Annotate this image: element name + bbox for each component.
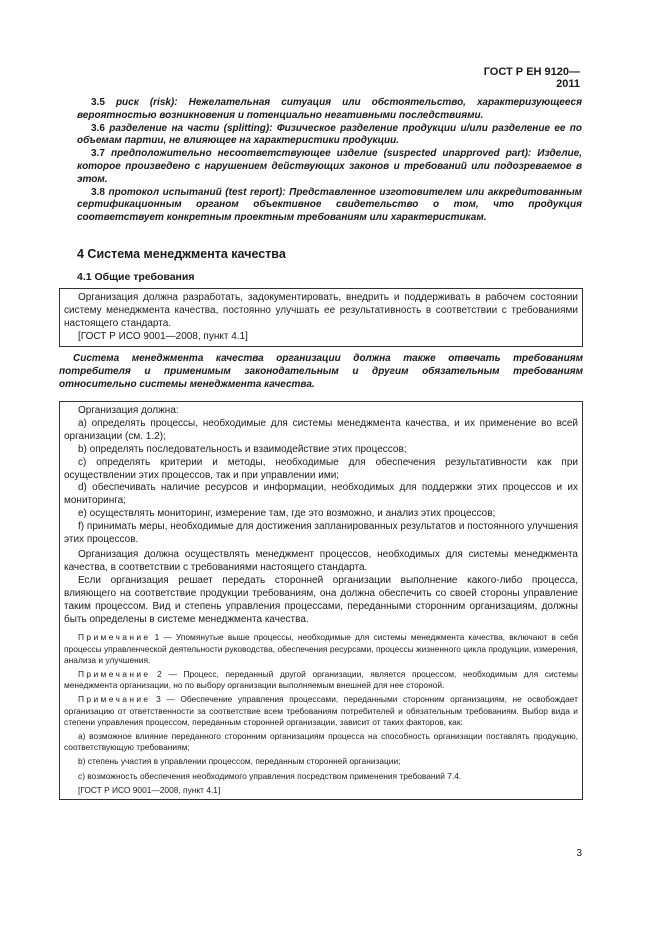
note-label: Примечание bbox=[78, 669, 151, 680]
intro-text: Организация должна: bbox=[78, 405, 179, 416]
list-item: d) обеспечивать наличие ресурсов и информации, необходимых для поддержки этих процессов и их мониторинга; bbox=[64, 482, 578, 507]
definition-number: 3.7 bbox=[91, 148, 105, 160]
subsection-heading: 4.1 Общие требования bbox=[77, 271, 195, 283]
quoted-requirement-box-2 bbox=[59, 401, 583, 800]
requirement-paragraph: Организация должна разработать, задокументировать, внедрить и поддерживать в рабочем состоянии систему менеджмента качества, постоянно улучшать ее результативность в соответствии с требованиями настоящего стандарта. bbox=[64, 292, 578, 329]
section-heading: 4 Система менеджмента качества bbox=[77, 247, 286, 261]
definition-item bbox=[63, 187, 582, 225]
note-text: 3 — Обеспечение управления процессами, переданными сторонним организациям, не освобождает организацию от ответственности за соответствие всем требованиям потребителей и обязательным требованиям. Выбор вида и степени управления процессом, переданным сторонней организации, зависит от таких факторов, как: bbox=[64, 694, 578, 727]
additional-requirement-text: Система менеджмента качества организации должна также отвечать требованиям потребителя и применимым законодательным и другим обязательным требованиям относительно системы менеджмента качества. bbox=[59, 353, 583, 390]
definition-item bbox=[63, 148, 582, 186]
list-item: а) определять процессы, необходимые для системы менеджмента качества, и их применение во всей организации (см. 1.2); bbox=[64, 417, 578, 442]
definition-text: риск (risk): Нежелательная ситуация или обстоятельство, характеризующееся вероятностью возникновения и потенциально негативными последствиями. bbox=[77, 97, 582, 121]
reference: [ГОСТ Р ИСО 9001—2008, пункт 4.1] bbox=[78, 784, 221, 795]
note-list-item: а) возможное влияние переданного сторонним организациям процесса на способность организации поставлять продукцию, соответствующую требованиям; bbox=[64, 731, 578, 753]
definition-text: разделение на части (splitting): Физическое разделение продукции и/или разделение ее по объемам партии, не влияющее на характеристики продукции. bbox=[77, 122, 583, 147]
note-text: 1 — Упомянутые выше процессы, необходимые для системы менеджмента качества, включают в себя процессы управленческой деятельности руководства, обеспечения ресурсами, процессы жизненного цикла продукции, измерения, анализа и улучшения. bbox=[64, 632, 578, 665]
list-item: e) осуществлять мониторинг, измерение там, где это возможно, и анализ этих процессов; bbox=[78, 508, 496, 520]
reference: [ГОСТ Р ИСО 9001—2008, пункт 4.1] bbox=[78, 330, 248, 342]
note-3 bbox=[64, 694, 578, 728]
note-list-item: c) возможность обеспечения необходимого управления посредством применения требований 7.4. bbox=[78, 770, 462, 781]
definition-item bbox=[63, 123, 582, 149]
definitions-block bbox=[77, 97, 582, 225]
list-item: b) определять последовательность и взаимодействие этих процессов; bbox=[78, 443, 407, 455]
note-1 bbox=[64, 632, 578, 666]
definition-number: 3.6 bbox=[91, 122, 105, 134]
definition-item bbox=[63, 97, 582, 123]
definition-text: предположительно несоответствующее изделие (suspected unapproved part): Изделие, которое произведено с нарушением действующих законов и требований или подозреваемое в этом. bbox=[77, 148, 583, 185]
note-2 bbox=[64, 669, 578, 691]
document-id: ГОСТ Р ЕН 9120—2011 bbox=[483, 66, 580, 90]
list-item: f) принимать меры, необходимые для достижения запланированных результатов и постоянного улучшения этих процессов. bbox=[64, 521, 578, 546]
page-number: 3 bbox=[576, 848, 582, 859]
note-list-item: b) степень участия в управлении процессом, переданным сторонней организации; bbox=[78, 756, 401, 767]
list-item: c) определять критерии и методы, необходимые для обеспечения результативности как при осуществлении этих процессов, так и при управлении ими; bbox=[64, 456, 578, 481]
quoted-requirement-box bbox=[59, 288, 583, 347]
definition-number: 3.8 bbox=[91, 186, 105, 198]
definition-text: протокол испытаний (test report): Представленное изготовителем или аккредитованным сертификационным органом объективное свидетельство о том, что продукция соответствует конкретным проектным требованиям или характеристикам. bbox=[77, 186, 583, 224]
paragraph: Организация должна осуществлять менеджмент процессов, необходимых для системы менеджмента качества, в соответствии с требованиями настоящего стандарта. bbox=[64, 548, 578, 573]
note-text: 2 — Процесс, переданный другой организации, является процессом, необходимым для системы менеджмента организации, но по выбору организации выполняемым внешней для нее стороной. bbox=[64, 669, 578, 691]
note-label: Примечание bbox=[78, 632, 151, 643]
note-label: Примечание bbox=[78, 694, 151, 705]
paragraph: Если организация решает передать сторонней организации выполнение какого-либо процесса, влияющего на соответствие продукции требованиям, она должна обеспечить со своей стороны управление таким процессом. Вид и степень управления процессами, переданными сторонним организациям, должны быть определены в системе менеджмента качества. bbox=[64, 574, 578, 625]
definition-number: 3.5 bbox=[91, 97, 105, 108]
